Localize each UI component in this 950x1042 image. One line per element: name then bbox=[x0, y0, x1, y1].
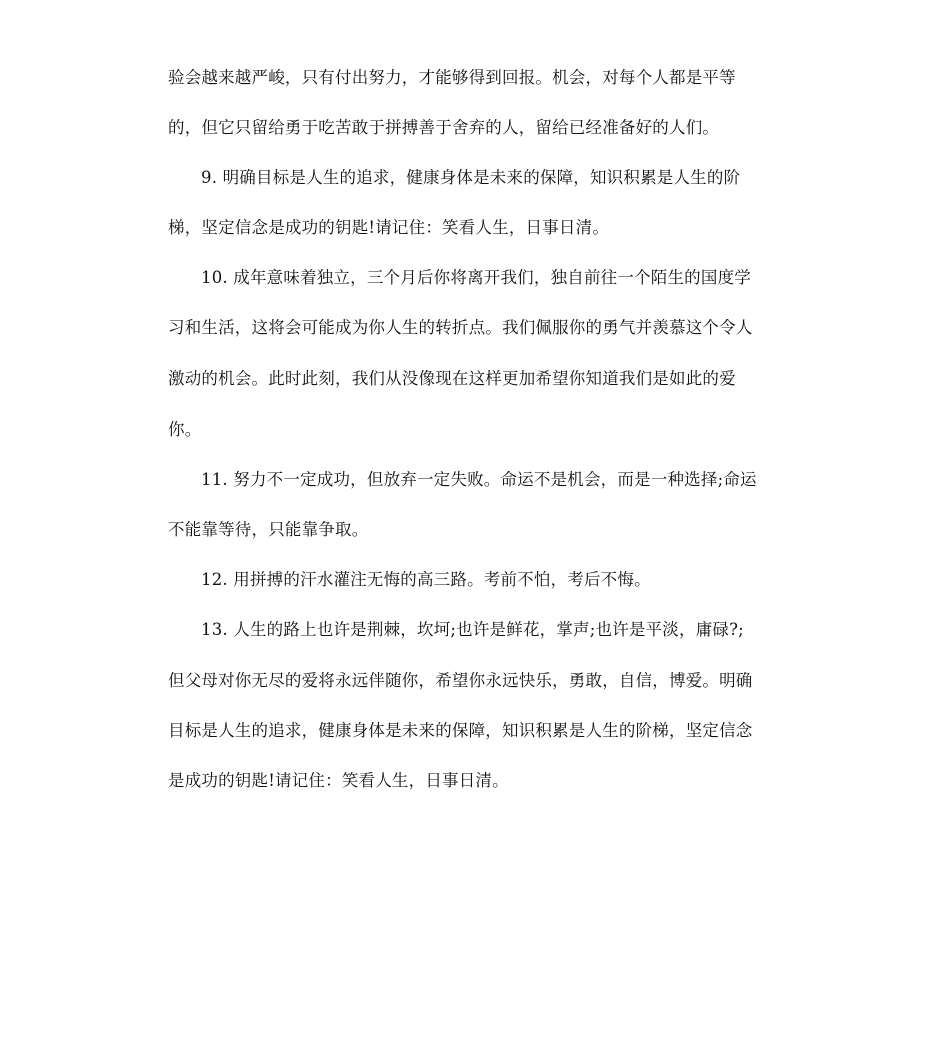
text-line: 不能靠等待，只能靠争取。 bbox=[168, 520, 369, 539]
text-line: 验会越来越严峻，只有付出努力，才能够得到回报。机会，对每个人都是平等 bbox=[168, 68, 736, 87]
text-line: 目标是人生的追求，健康身体是未来的保障，知识积累是人生的阶梯，坚定信念 bbox=[168, 721, 753, 740]
text-line: 习和生活，这将会可能成为你人生的转折点。我们佩服你的勇气并羡慕这个令人 bbox=[168, 318, 753, 337]
text-line: 激动的机会。此时此刻，我们从没像现在这样更加希望你知道我们是如此的爱 bbox=[168, 369, 736, 388]
list-item-13: 13. 人生的路上也许是荆棘，坎坷;也许是鲜花，掌声;也许是平淡，庸碌?; bbox=[201, 620, 744, 639]
text-line: 但父母对你无尽的爱将永远伴随你，希望你永远快乐，勇敢，自信，博爱。明确 bbox=[168, 671, 753, 690]
text-line: 是成功的钥匙!请记住：笑看人生，日事日清。 bbox=[168, 771, 509, 790]
text-line: 的，但它只留给勇于吃苦敢于拼搏善于舍弃的人，留给已经准备好的人们。 bbox=[168, 118, 720, 137]
list-item-11: 11. 努力不一定成功，但放弃一定失败。命运不是机会，而是一种选择;命运 bbox=[201, 470, 757, 489]
text-line: 梯，坚定信念是成功的钥匙!请记住：笑看人生，日事日清。 bbox=[168, 218, 610, 237]
list-item-12: 12. 用拼搏的汗水灌注无悔的高三路。考前不怕，考后不悔。 bbox=[201, 570, 651, 589]
text-line: 你。 bbox=[168, 420, 202, 439]
list-item-10: 10. 成年意味着独立，三个月后你将离开我们，独自前往一个陌生的国度学 bbox=[201, 268, 751, 287]
list-item-9: 9. 明确目标是人生的追求，健康身体是未来的保障，知识积累是人生的阶 bbox=[201, 168, 741, 187]
